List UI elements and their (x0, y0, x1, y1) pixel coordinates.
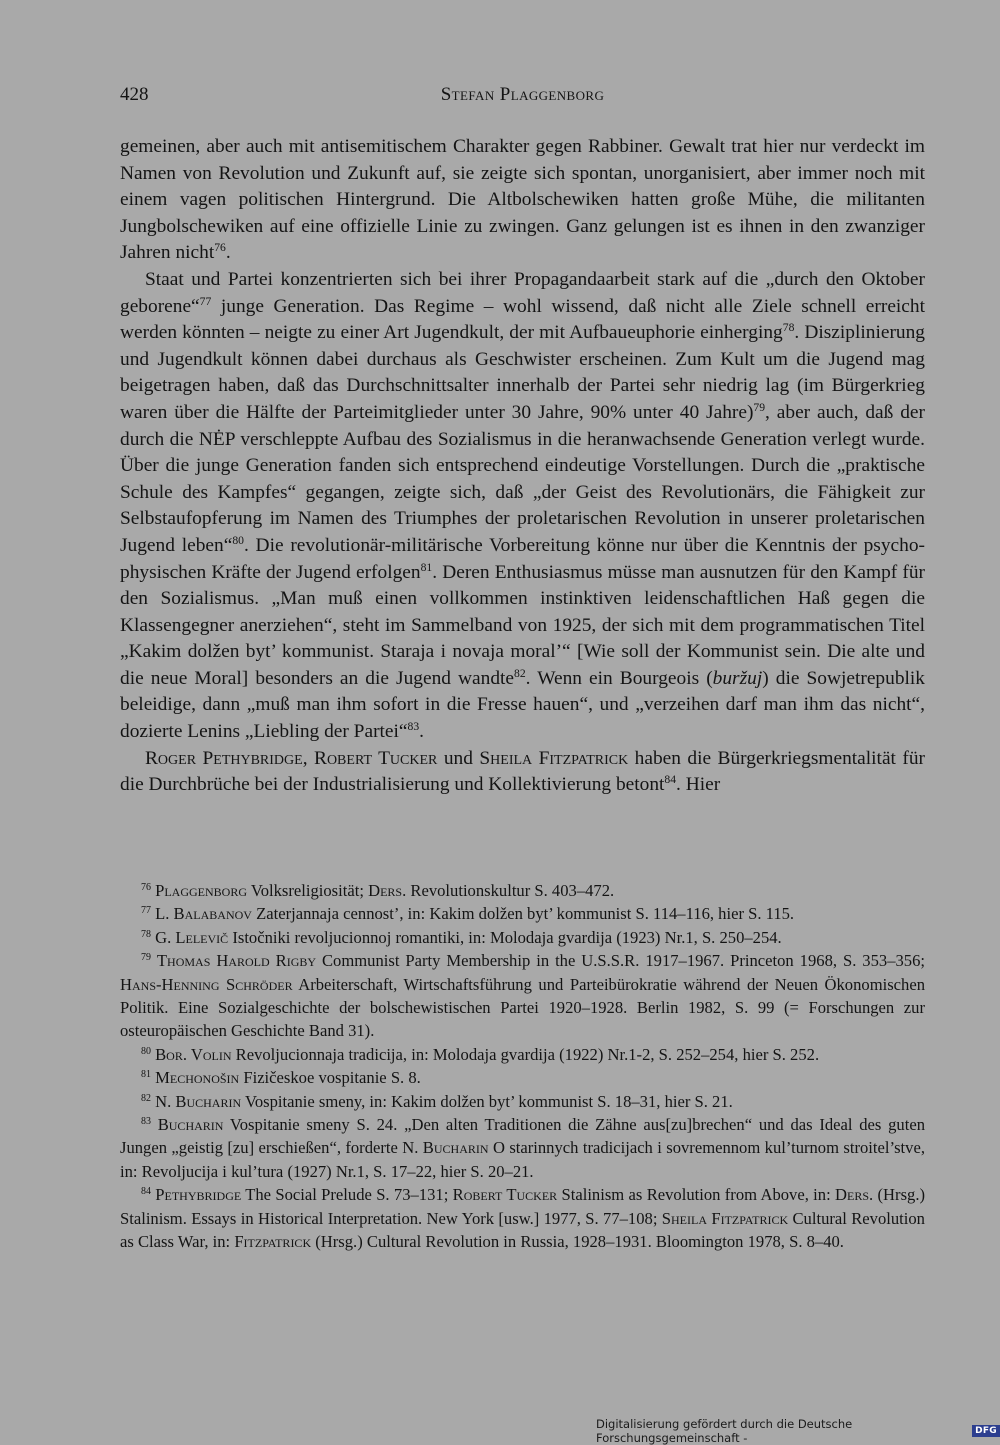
paragraph-1-text: gemeinen, aber auch mit antisemitischem Charakter gegen Rabbiner. Gewalt trat hier nur verdeckt im Namen von Revolution und Zukunft auf, sie zeigte sich spontan, unorganisiert, aber immer noch mit einem vagen politischen Hintergrund. Die Altbolschewiken hatten große Mühe, die militanten Jungbolschewiken auf eine offizielle Linie zu zwingen. Ganz gelungen ist es ihnen in den zwanziger Jahren nicht (120, 136, 925, 264)
paragraph-2-text-d: , aber auch, daß der durch die NĖP verschleppte Aufbau des Sozialismus in die heranwachsende Generation verlegt wurde. Über die junge Generation fanden sich entsprechend eindeutige Vorstellungen. Durch die „praktische Schule des Kampfes“ gegangen, zeigte sich, daß „der Geist des Revolutionärs, die Fähigkeit zur Selbstaufopferung im Namen des Triumphes der proletarischen Revolution in unserer proletarischen Jugend leben“ (120, 401, 925, 556)
page-header (120, 84, 925, 110)
footnote-ref-82: 82 (514, 666, 526, 680)
footnote-ref-83: 83 (407, 719, 420, 733)
main-text (120, 134, 925, 799)
running-head: Stefan Plaggenborg (440, 84, 605, 105)
footnote-text: Communist Party Membership in the U.S.S.R. 1917–1967. Princeton 1968, S. 353–356; (316, 951, 925, 971)
footnote-author: Bor. Volin (155, 1044, 232, 1064)
footnote-author: L. Balabanov (155, 904, 252, 924)
footnote-text: Vospitanie smeny S. 24. „Den alten Traditionen die Zähne aus[zu]brechen“ und das Ideal des guten Jungen „geistig [zu] erschießen“, forderte (120, 1115, 925, 1158)
footnote-76 (120, 879, 925, 902)
footnote-author: Sheila Fitzpatrick (661, 1208, 789, 1228)
footnote-author: Mechonošin (155, 1068, 240, 1088)
footnote-text: Arbeiterschaft, Wirtschaftsführung und Parteibürokratie während der Neuen Ökonomischen Politik. Eine Sozialgeschichte der bolschewistischen Partei 1920–1928. Berlin 1982, S. 99 (= Forschungen zur osteuropäischen Geschichte Band 31). (120, 974, 925, 1041)
footnote-84 (120, 1183, 925, 1253)
digitization-footer (596, 1417, 1000, 1445)
footnote-number: 78 (141, 928, 151, 940)
italic-term: buržuj (712, 667, 763, 689)
footnote-ref-80: 80 (232, 533, 244, 547)
footnote-ref-84: 84 (664, 773, 677, 787)
paragraph-3-text-g: . Hier (676, 774, 721, 796)
footnote-text: The Social Prelude S. 73–131; (241, 1185, 453, 1205)
footnote-number: 82 (141, 1092, 151, 1104)
footnote-author: Ders (368, 881, 403, 900)
footnote-author: Fitzpatrick (234, 1232, 312, 1252)
paragraph-2-text-h: ) die Sowjetrepublik beleidige, dann „muß man ihm sofort in die Fresse hauen“, und „verzeihen darf man ihm das nicht“, dozierte Lenins „Liebling der Partei“ (120, 667, 925, 743)
footnote-ref-77: 77 (199, 294, 212, 308)
footnote-81 (120, 1066, 925, 1089)
paragraph-3-text-d: und (437, 747, 480, 769)
paragraph-2-text-f: . Deren Enthusiasmus müsse man ausnutzen für den Kampf für den Sozialismus. „Man muß einen vollkommen instinktiven leidenschaftlichen Haß gegen die Klassengegner anerziehen“, steht im Sammelband von 1925, der sich mit dem programmatischen Titel „Kakim dolžen byt’ kommunist. Staraja i novaja moral’“ [Wie soll der Kommunist sein. Die alte und die neue Moral] besonders an die Jugend wandte (120, 561, 925, 689)
author-name: Roger Pethybridge (145, 747, 303, 769)
footnote-text: . (Hrsg.) Stalinism. Essays in Historical Interpretation. New York [usw.] 1977, S. 77–108; (120, 1185, 925, 1228)
funding-notice: Digitalisierung gefördert durch die Deutsche Forschungsgemeinschaft - (596, 1417, 853, 1445)
footnote-ref-78: 78 (782, 320, 795, 334)
footnote-text: Zaterjannaja cennost’, in: Kakim dolžen byt’ kommunist S. 114–116, hier S. 115. (251, 904, 795, 924)
footnote-text: Volksreligiosität; (247, 881, 369, 900)
footnote-number: 77 (141, 905, 151, 917)
footnote-number: 81 (141, 1069, 151, 1081)
footnotes (120, 879, 925, 1254)
footnote-author: N. Bucharin (402, 1138, 489, 1158)
footnote-ref-81: 81 (420, 560, 433, 574)
footnote-text: Vospitanie smeny, in: Kakim dolžen byt’ kommunist S. 18–31, hier S. 21. (241, 1091, 733, 1111)
footnote-77 (120, 902, 925, 925)
footnote-number: 79 (141, 952, 151, 964)
footnote-number: 80 (141, 1045, 151, 1057)
footnote-number: 76 (141, 881, 151, 893)
paragraph-2-text-b: junge Generation. Das Regime – wohl wissend, daß nicht alle Ziele schnell erreicht werden könnten – neigte zu einer Art Jugendkult, der mit Aufbaueuphorie einherging (120, 295, 925, 344)
footnote-ref-76: 76 (214, 241, 226, 255)
footnote-number: 84 (141, 1186, 151, 1198)
footnote-82 (120, 1090, 925, 1113)
footnote-83 (120, 1113, 925, 1183)
footnote-author: Ders (835, 1185, 870, 1205)
footnote-author: Pethybridge (155, 1185, 242, 1205)
footnote-text: Istočniki revoljucionnoj romantiki, in: Molodaja gvardija (1923) Nr.1, S. 250–254. (228, 927, 782, 947)
paragraph-2-text-e: . Die revolutionär-militärische Vorbereitung könne nur über die Kenntnis der psycho-physischen Kräfte der Jugend erfolgen (120, 534, 925, 583)
footnote-author: Bucharin (157, 1115, 224, 1135)
paragraph-3-text-f: haben die Bürgerkriegsmentalität für die Durchbrüche bei der Industrialisierung und Kollektivierung betont (120, 747, 925, 796)
footnote-author: G. Lelevič (155, 927, 229, 947)
footnote-79 (120, 949, 925, 1043)
footnote-text: . Revolutionskultur S. 403–472. (402, 881, 615, 900)
footnote-author: Plaggenborg (155, 881, 248, 900)
footnote-text: O starinnych tradicijach i sovremennom kul’turnom stroitel’stve, in: Revoljucija i kul’tura (1927) Nr.1, S. 17–22, hier S. 20–21. (120, 1138, 925, 1181)
footnote-author: Robert Tucker (452, 1185, 558, 1205)
footnote-number: 83 (141, 1115, 151, 1127)
footnote-text: (Hrsg.) Cultural Revolution in Russia, 1928–1931. Bloomington 1978, S. 8–40. (311, 1232, 844, 1252)
paragraph-2-text-a: Staat und Partei konzentrierten sich bei ihrer Propagandaarbeit stark auf die „durch den Oktober geborene“ (120, 268, 925, 317)
author-name: Robert Tucker (314, 747, 438, 769)
footnote-ref-79: 79 (753, 400, 766, 414)
footnote-author: Hans-Henning Schröder (120, 974, 293, 994)
page-number: 428 (120, 84, 149, 105)
author-name: Sheila Fitzpatrick (479, 747, 629, 769)
footnote-text: Cultural Revolution as Class War, in: (120, 1208, 925, 1252)
paragraph-1-end: . (225, 242, 231, 264)
footnote-author: Thomas Harold Rigby (156, 951, 317, 971)
footnote-text: Fizičeskoe vospitanie S. 8. (239, 1068, 421, 1088)
paragraph-3 (120, 746, 925, 799)
footnote-78 (120, 926, 925, 949)
paragraph-1 (120, 134, 925, 267)
paragraph-2-end: . (419, 721, 424, 743)
footnote-text: Revoljucionnaja tradicija, in: Molodaja gvardija (1922) Nr.1-2, S. 252–254, hier S. 252. (231, 1044, 820, 1064)
footnote-author: N. Bucharin (155, 1091, 242, 1111)
paragraph-2 (120, 267, 925, 746)
footnote-80 (120, 1043, 925, 1066)
paragraph-2-text-c: . Disziplinierung und Jugendkult können dabei durchaus als Geschwister erscheinen. Zum Kult um die Jugend mag beigetragen haben, daß das Durchschnittsalter innerhalb der Partei sehr niedrig lag (im Bürgerkrieg waren über die Hälfte der Parteimitglieder unter 30 Jahre, 90% unter 40 Jahre) (120, 322, 925, 423)
dfg-logo: DFG (972, 1425, 1000, 1437)
paragraph-2-text-g: . Wenn ein Bourgeois ( (525, 667, 713, 689)
paragraph-3-text-b: , (302, 747, 315, 769)
footnote-text: Stalinism as Revolution from Above, in: (557, 1185, 836, 1205)
